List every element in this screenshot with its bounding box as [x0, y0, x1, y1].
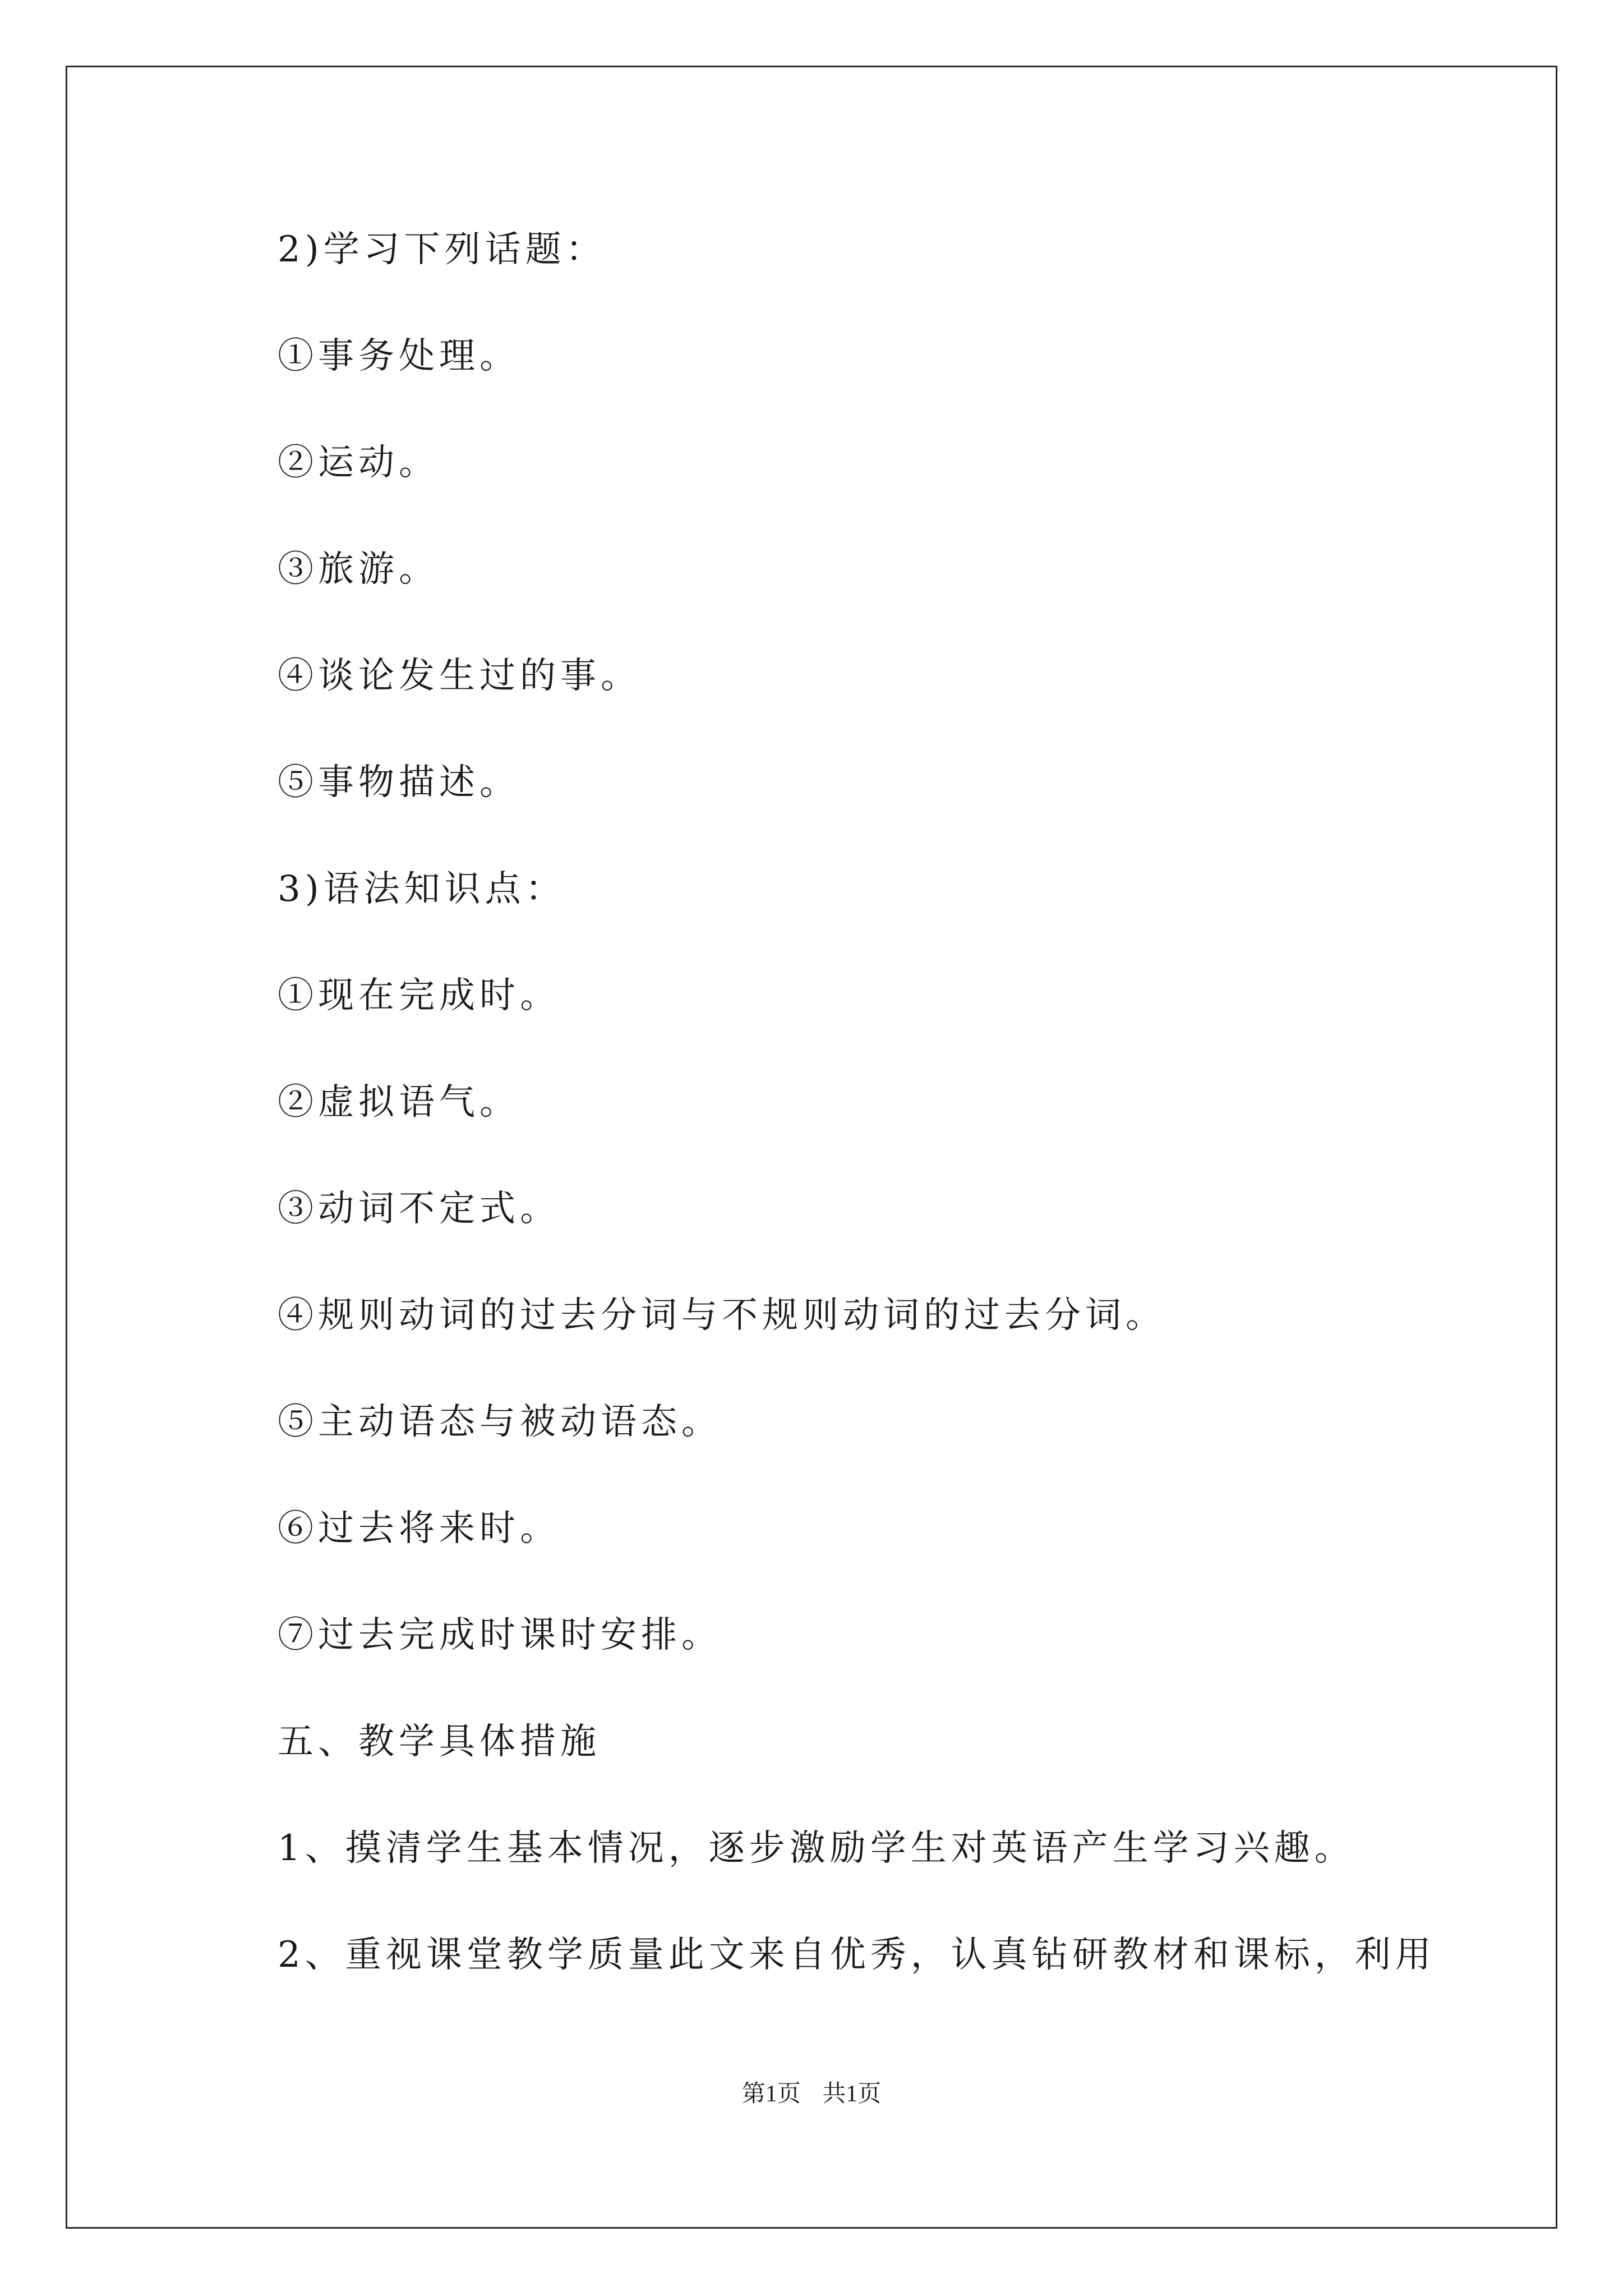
topic-item: ②运动。 [278, 442, 439, 484]
measure-item: 1、摸清学生基本情况，逐步激励学生对英语产生学习兴趣。 [278, 1828, 1355, 1869]
page-number: 第1页 [741, 2081, 801, 2107]
page-border [66, 66, 1557, 2229]
topic-item: ③旅游。 [278, 549, 439, 590]
topic-item: ①事务处理。 [278, 335, 520, 377]
grammar-item: ⑥过去将来时。 [278, 1508, 560, 1549]
measure-item: 2、重视课堂教学质量此文来自优秀，认真钻研教材和课标，利用 [278, 1934, 1436, 1976]
topic-item: ⑤事物描述。 [278, 762, 520, 803]
page-count: 共1页 [822, 2081, 882, 2107]
grammar-item: ③动词不定式。 [278, 1188, 560, 1230]
section-heading: 五、教学具体措施 [278, 1721, 601, 1763]
page-footer [0, 2078, 1623, 2110]
grammar-item: ⑦过去完成时课时安排。 [278, 1614, 722, 1656]
grammar-item: ④规则动词的过去分词与不规则动词的过去分词。 [278, 1295, 1166, 1336]
grammar-item: ⑤主动语态与被动语态。 [278, 1401, 722, 1443]
grammar-item: ①现在完成时。 [278, 975, 560, 1016]
topic-heading: 2)学习下列话题： [278, 229, 606, 270]
grammar-heading: 3)语法知识点： [278, 868, 566, 910]
grammar-item: ②虚拟语气。 [278, 1082, 520, 1123]
topic-item: ④谈论发生过的事。 [278, 655, 641, 697]
